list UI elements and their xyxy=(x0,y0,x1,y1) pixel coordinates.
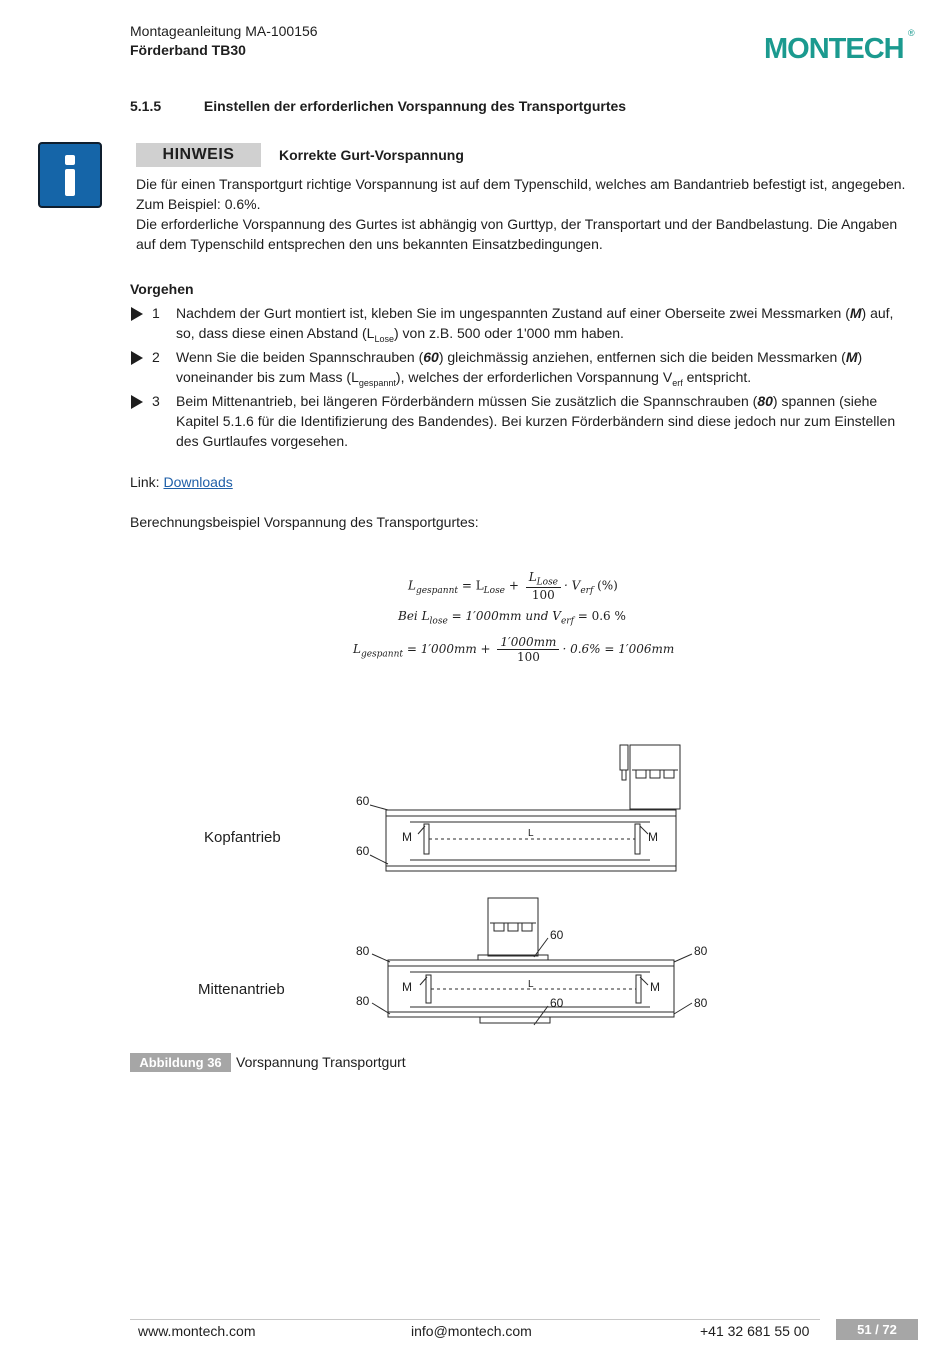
mark-m-right: M xyxy=(650,980,660,994)
callout-80-bottom-left: 80 xyxy=(356,994,370,1008)
formula-2: Bei $L_{lose} = 1'000mm$ und $V_{erf} = 0.6$ % xyxy=(398,609,626,627)
section-title: Einstellen der erforderlichen Vorspannung des Transportgurtes xyxy=(203,98,627,114)
document-number: Montageanleitung MA-100156 xyxy=(130,23,318,39)
note-text xyxy=(136,174,911,254)
callout-60-top: 60 xyxy=(356,794,370,808)
document-header xyxy=(130,22,318,60)
note-paragraph-2: Die erforderliche Vorspannung des Gurtes ist abhängig von Gurttyp, der Transportart und der Bandbelastung. Die Angaben auf dem Typenschild entsprechen den uns bekannten Einsatzbedingungen. xyxy=(136,216,898,252)
footer-divider xyxy=(130,1319,820,1320)
footer-phone: +41 32 681 55 00 xyxy=(700,1323,810,1339)
callout-80-bottom-right: 80 xyxy=(694,996,708,1010)
step-number: 3 xyxy=(152,393,160,409)
procedure-heading: Vorgehen xyxy=(130,281,194,297)
section-number: 5.1.5 xyxy=(130,98,162,114)
callout-80-top-right: 80 xyxy=(694,944,708,958)
download-link-line xyxy=(130,474,233,490)
note-badge: HINWEIS xyxy=(136,143,261,167)
step-number: 2 xyxy=(152,349,160,365)
calculation-intro: Berechnungsbeispiel Vorspannung des Transportgurtes: xyxy=(130,514,479,530)
product-name: Förderband TB30 xyxy=(130,42,246,58)
callout-80-top-left: 80 xyxy=(356,944,370,958)
formula-1: $L_{gespannt} = L_{Lose}$ + $\frac{L_{Lose}}{100}$ · $V_{erf}$ (%) xyxy=(408,570,618,603)
montech-logo xyxy=(762,26,918,72)
page-number: 51 / 72 xyxy=(836,1319,918,1340)
formula-3: $L_{gespannt} = 1'000mm$ + $\frac{1'000mm}{100}$ · 0.6% = 1′006mm xyxy=(353,635,675,664)
procedure-step-1: 1 Nachdem der Gurt montiert ist, kleben Sie im ungespannten Zustand auf einer Oberseite zwei Messmarken (M) auf, so, dass diese einen Abstand $(L_{Lose})$ von z.B. 500 oder 1'000 mm haben. xyxy=(130,303,915,349)
logo-text: MONTECH xyxy=(764,33,904,65)
procedure-step-2: 2 Wenn Sie die beiden Spannschrauben (60) gleichmässig anziehen, entfernen sich die beiden Messmarken (M) voneinander bis zum Mass $(L_{gespannt})$, welches der erforderlichen Vorspannung $V_{erf}$ entspricht. xyxy=(130,347,915,393)
mark-m-right: M xyxy=(648,830,658,844)
mark-m-left: M xyxy=(402,830,412,844)
step-number: 1 xyxy=(152,305,160,321)
mittenantrieb-drawing xyxy=(350,895,720,1035)
info-icon xyxy=(38,142,102,208)
footer-email: info@montech.com xyxy=(411,1323,532,1339)
figure-badge: Abbildung 36 xyxy=(130,1053,231,1072)
step-arrow-icon xyxy=(131,395,143,409)
section-heading xyxy=(130,98,626,114)
link-prefix: Link: xyxy=(130,474,164,490)
footer-website: www.montech.com xyxy=(138,1323,256,1339)
figure-caption: Vorspannung Transportgurt xyxy=(236,1054,406,1070)
downloads-link[interactable]: Downloads xyxy=(163,474,233,490)
procedure-step-3: 3 Beim Mittenantrieb, bei längeren Förderbändern müssen Sie zusätzlich die Spannschrauben (80) spannen (siehe Kapitel 5.1.6 für die Identifizierung des Bandendes). Bei kurzen Förderbändern sind diese jedoch nur zum Einstellen des Gurtlaufes vorgesehen. xyxy=(130,391,915,451)
label-mittenantrieb: Mittenantrieb xyxy=(198,981,285,998)
callout-60-bottom: 60 xyxy=(356,844,370,858)
kopfantrieb-drawing xyxy=(350,740,690,880)
length-l: L xyxy=(528,828,534,839)
callout-60-top: 60 xyxy=(550,928,564,942)
label-kopfantrieb: Kopfantrieb xyxy=(204,829,281,846)
note-title: Korrekte Gurt-Vorspannung xyxy=(279,147,464,163)
logo-registered-mark: ® xyxy=(908,28,915,38)
length-l: L xyxy=(528,979,534,990)
step-arrow-icon xyxy=(131,307,143,321)
note-paragraph-1: Die für einen Transportgurt richtige Vorspannung ist auf dem Typenschild, welches am Bandantrieb befestigt ist, angegeben. Zum Beispiel: 0.6%. xyxy=(136,176,906,212)
step-arrow-icon xyxy=(131,351,143,365)
callout-60-bottom: 60 xyxy=(550,996,564,1010)
mark-m-left: M xyxy=(402,980,412,994)
